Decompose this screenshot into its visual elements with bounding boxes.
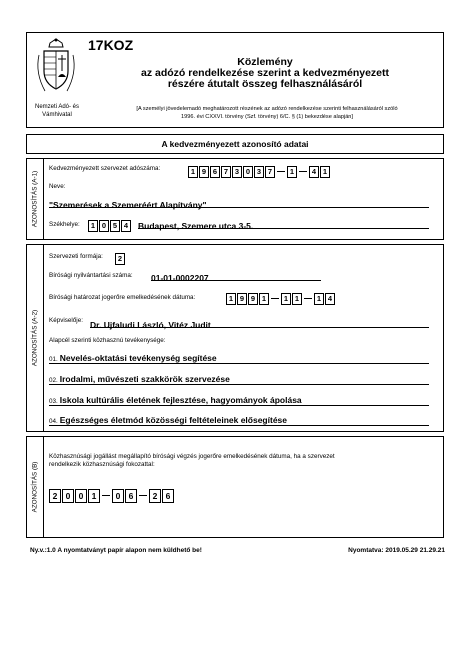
- registry-number-field[interactable]: [151, 268, 321, 281]
- sidebar-b: [27, 437, 44, 537]
- activity-item: [49, 370, 429, 385]
- digit-box: 5: [110, 220, 120, 232]
- digit-box: 1: [88, 489, 100, 503]
- activity-field[interactable]: [49, 391, 429, 406]
- activity-text: Egészséges életmód közösségi feltételeinek elősegítése: [59, 415, 287, 425]
- label-line: Közhasznúsági jogállást megállapító bírósági végzés jogerőre emelkedésének dátuma, ha a szervezet: [49, 453, 335, 460]
- registry-number-value: 01-01-0002207: [151, 273, 209, 283]
- activity-number: 03.: [49, 398, 58, 405]
- digit-box: 3: [254, 166, 264, 178]
- legal-reference: [107, 105, 427, 121]
- title-line: részére átutalt összeg felhasználásáról: [167, 78, 363, 90]
- activity-number: 04.: [49, 418, 58, 425]
- form-code: 17KOZ: [88, 37, 134, 53]
- digit-box: 1: [188, 166, 198, 178]
- digit-box: 1: [226, 293, 236, 305]
- digit-box: 0: [99, 220, 109, 232]
- activity-field[interactable]: [49, 370, 429, 385]
- section-a2: [26, 244, 444, 432]
- digit-box: 2: [49, 489, 61, 503]
- digit-box: 0: [112, 489, 124, 503]
- sidebar-label: AZONOSÍTÁS (A-2): [31, 309, 39, 367]
- legal-line: 1996. évi CXXVI. törvény (Szf. törvény) 6/C. § (1) bekezdése alapján]: [181, 114, 353, 120]
- digit-box: 2: [115, 253, 125, 265]
- footer-version: Ny.v.:1.0 A nyomtatványt papír alapon nem küldhető be!: [30, 547, 202, 554]
- org-form-label: Szervezeti formája:: [49, 253, 103, 260]
- form-title: [87, 57, 443, 90]
- name-field[interactable]: [49, 195, 429, 208]
- name-value: "Szemerések a Szemeréért Alapítvány": [49, 200, 207, 210]
- sidebar-label: AZONOSÍTÁS (B): [31, 461, 39, 513]
- digit-box: 0: [243, 166, 253, 178]
- digit-box: 6: [210, 166, 220, 178]
- public-benefit-date-label: [49, 453, 335, 469]
- section-b: [26, 436, 444, 538]
- activity-number: 02.: [49, 377, 58, 384]
- seat-label: Székhelye:: [49, 221, 80, 228]
- activity-field[interactable]: [49, 411, 429, 426]
- public-benefit-date-field[interactable]: [49, 487, 175, 505]
- section-title: A kedvezményezett azonosító adatai: [26, 134, 444, 154]
- digit-box: 4: [121, 220, 131, 232]
- digit-box: 4: [309, 166, 319, 178]
- activity-text: Irodalmi, művészeti szakkörök szervezése: [59, 374, 230, 384]
- coat-of-arms-icon: [33, 37, 79, 99]
- digit-box: 7: [221, 166, 231, 178]
- activity-text: Iskola kultúrális életének fejlesztése, hagyományok ápolása: [59, 395, 302, 405]
- digit-box: 1: [281, 293, 291, 305]
- registry-number-label: Bírósági nyilvántartási száma:: [49, 272, 133, 279]
- title-line: az adózó rendelkezése szerint a kedvezményezett: [140, 67, 390, 79]
- tax-number-field[interactable]: [188, 163, 331, 181]
- representative-label: Képviselője:: [49, 317, 83, 324]
- activities-label: Alapcél szerinti közhasznú tevékenysége:: [49, 337, 166, 344]
- form-header: [26, 32, 444, 128]
- representative-value: Dr. Ujfaludi László, Vitéz Judit: [90, 320, 211, 330]
- activity-text: Nevelés-oktatási tevékenység segítése: [59, 353, 217, 363]
- section-a1: [26, 158, 444, 240]
- activity-item: [49, 391, 429, 406]
- label-line: rendelkezik közhasznúsági fokozattal:: [49, 461, 155, 468]
- digit-box: 9: [199, 166, 209, 178]
- digit-box: 7: [265, 166, 275, 178]
- title-line: Közlemény: [237, 56, 293, 68]
- digit-box: 9: [248, 293, 258, 305]
- digit-box: 0: [75, 489, 87, 503]
- name-label: Neve:: [49, 183, 66, 190]
- decision-date-field[interactable]: [226, 290, 336, 308]
- footer-printed: Nyomtatva: 2019.05.29 21.29.21: [348, 547, 445, 554]
- digit-box: 2: [149, 489, 161, 503]
- representative-field[interactable]: [90, 315, 429, 328]
- digit-box: 1: [259, 293, 269, 305]
- digit-box: 3: [232, 166, 242, 178]
- digit-box: 6: [125, 489, 137, 503]
- tax-number-label: Kedvezményezett szervezet adószáma:: [49, 165, 161, 172]
- digit-box: 1: [88, 220, 98, 232]
- org-form-field[interactable]: [115, 250, 126, 268]
- sidebar-a2: [27, 245, 44, 431]
- digit-box: 1: [320, 166, 330, 178]
- decision-date-label: Bírósági határozat jogerőre emelkedésének dátuma:: [49, 294, 196, 301]
- digit-box: 4: [325, 293, 335, 305]
- agency-name: Nemzeti Adó- és Vámhivatal: [34, 104, 80, 118]
- digit-box: 1: [314, 293, 324, 305]
- digit-box: 9: [237, 293, 247, 305]
- digit-box: 1: [287, 166, 297, 178]
- activity-item: [49, 349, 429, 364]
- digit-box: 1: [292, 293, 302, 305]
- digit-box: 0: [62, 489, 74, 503]
- sidebar-label: AZONOSÍTÁS (A-1): [31, 170, 39, 228]
- activity-number: 01.: [49, 356, 58, 363]
- address-value: Budapest, Szemere utca 3-5.: [138, 221, 254, 231]
- legal-line: [A személyi jövedelemadó meghatározott részének az adózó rendelkezése szerinti felhasználásáról szóló: [136, 106, 398, 112]
- sidebar-a1: [27, 159, 44, 239]
- zip-field[interactable]: [88, 217, 132, 235]
- digit-box: 6: [162, 489, 174, 503]
- activity-item: [49, 411, 429, 426]
- address-field[interactable]: [138, 216, 429, 229]
- activity-field[interactable]: [49, 349, 429, 364]
